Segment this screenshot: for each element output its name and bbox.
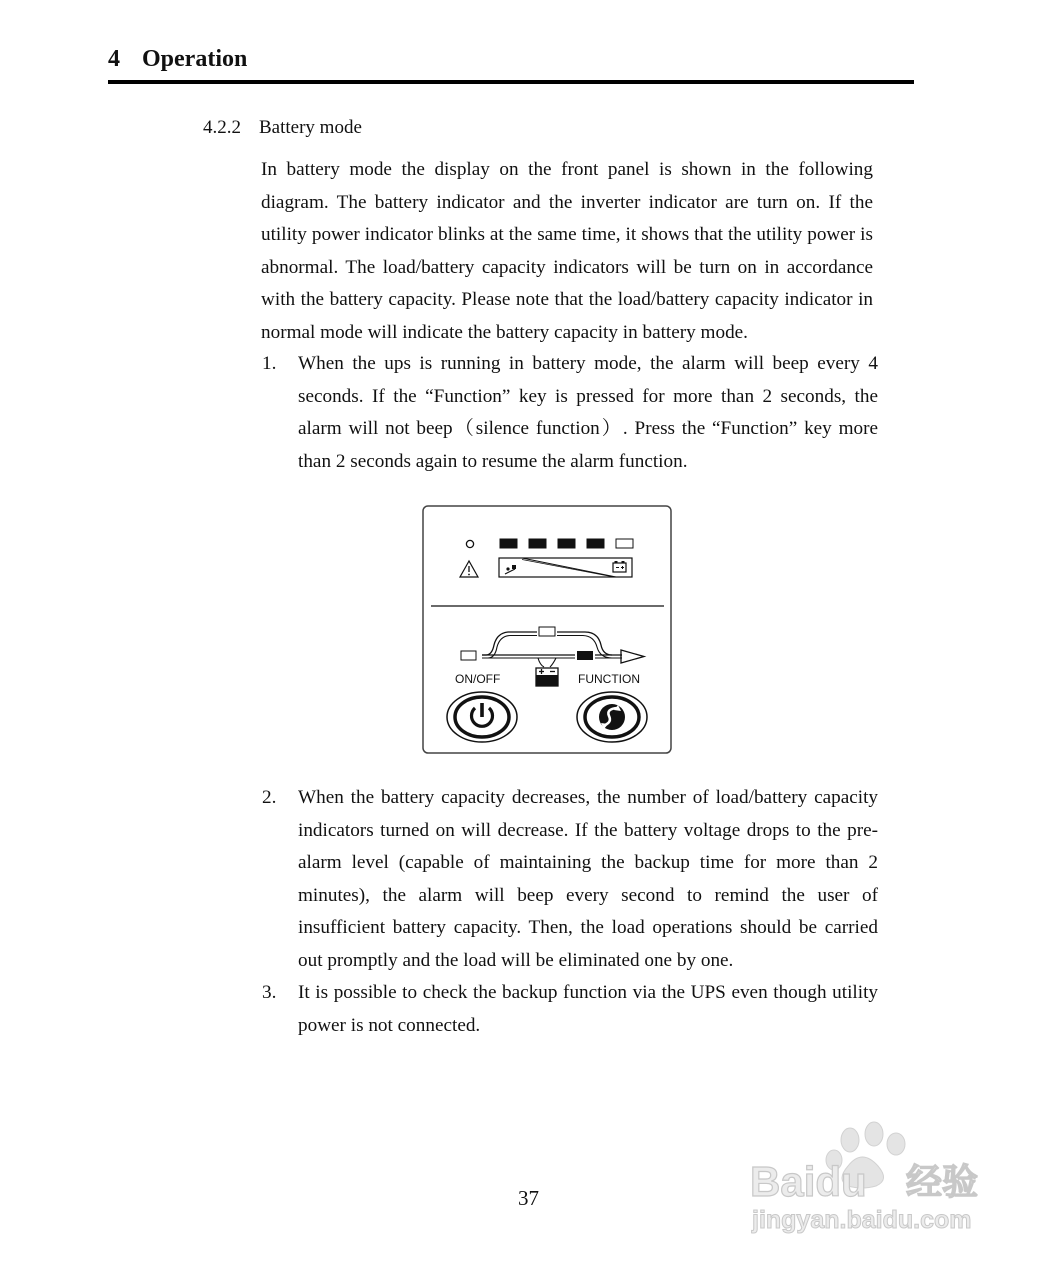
on-off-label: ON/OFF [455,672,501,686]
watermark-brand: Baidu [750,1158,867,1205]
utility-indicator-icon [461,651,476,660]
list-item-text: When the ups is running in battery mode, the alarm will beep every 4 seconds. If the “Function” key is pressed for more than 2 seconds, the alarm will not beep（silence function）. Press the “Function” key more than 2 seconds again to resume the alarm function. [298,353,878,472]
list-item-text: It is possible to check the backup function via the UPS even though utility power is not connected. [298,982,878,1036]
page-number: 37 [518,1186,539,1210]
watermark-brand-cn: 经验 [906,1162,979,1203]
on-off-button[interactable] [447,692,517,742]
function-icon [599,704,625,730]
watermark-url: jingyan.baidu.com [752,1206,972,1234]
list-item-text: When the battery capacity decreases, the number of load/battery capacity indicators turned on will decrease. If the battery voltage drops to the pre-alarm level (capable of maintaining the backup time for more than 2 minutes), the alarm will beep every second to remind the user of insufficient battery capacity. Then, the load operations should be carried out promptly and the load will be eliminated one by one. [298,787,878,971]
capacity-indicator-on [558,539,575,548]
section-title: Battery mode [259,117,362,138]
section-number: 4.2.2 [203,117,241,138]
capacity-indicator-off [616,539,633,548]
list-item-number: 2. [262,787,277,808]
header-rule [108,80,914,84]
chapter-number: 4 [108,46,120,72]
battery-indicator-icon [536,668,558,686]
inverter-indicator-icon [577,651,593,660]
chapter-heading [108,46,247,73]
front-panel-diagram [422,505,672,754]
baidu-watermark [748,1120,998,1235]
list-item-number: 3. [262,982,277,1003]
list-item-number: 1. [262,353,277,374]
bypass-indicator-icon [539,627,555,636]
function-label: FUNCTION [578,672,640,686]
capacity-indicator-on [587,539,604,548]
section-heading [203,117,362,139]
chapter-title: Operation [142,46,248,72]
function-button[interactable] [577,692,647,742]
capacity-indicator-on [529,539,546,548]
capacity-indicator-on [500,539,517,548]
intro-paragraph: In battery mode the display on the front panel is shown in the following diagram. The battery indicator and the inverter indicator are turn on. If the utility power indicator blinks at the same time, it shows that the utility power is abnormal. The load/battery capacity indicators will be turn on in accordance with the battery capacity. Please note that the load/battery capacity indicator in normal mode will indicate the battery capacity in battery mode. [261,159,873,343]
